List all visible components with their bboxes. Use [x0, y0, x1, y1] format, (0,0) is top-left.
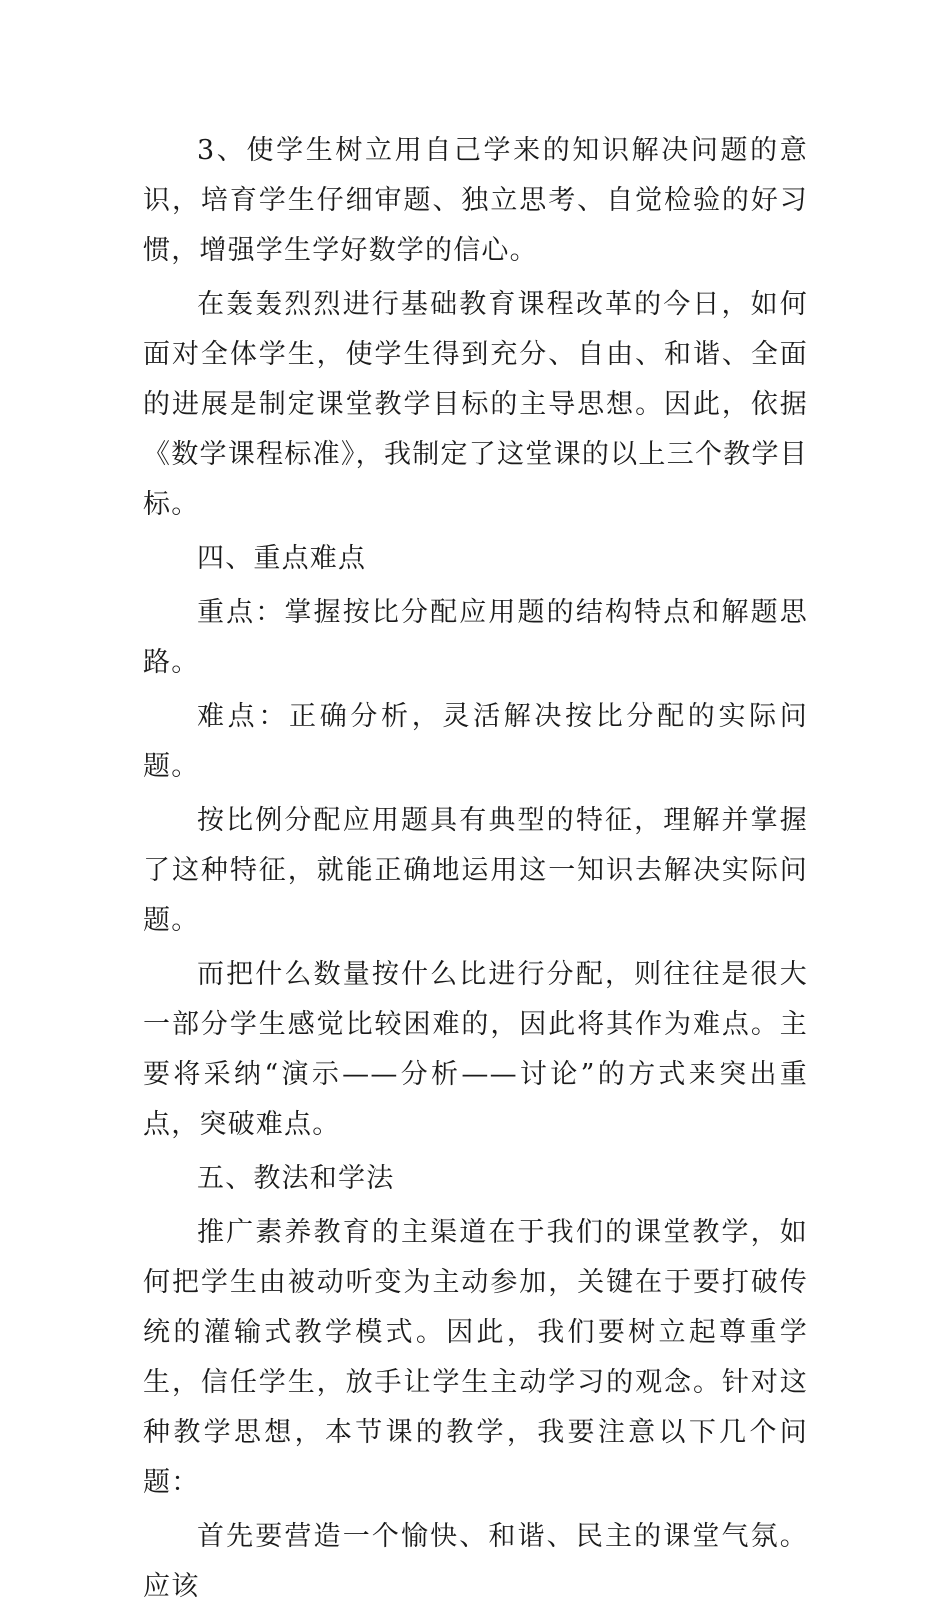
- paragraph-difficulty: 难点：正确分析，灵活解决按比分配的实际问题。: [143, 701, 808, 782]
- section-heading-methods: 五、教法和学法: [197, 1163, 395, 1194]
- paragraph-objective-3: 3、使学生树立用自己学来的知识解决问题的意识，培育学生仔细审题、独立思考、自觉检验的好习惯，增强学生学好数学的信心。: [143, 135, 808, 266]
- section-heading-key-points: 四、重点难点: [197, 543, 367, 574]
- paragraph-key-point: 重点：掌握按比分配应用题的结构特点和解题思路。: [143, 597, 808, 678]
- paragraph-difficulty-approach: 而把什么数量按什么比进行分配，则往往是很大一部分学生感觉比较困难的，因此将其作为难点。主要将采纳“演示——分析——讨论”的方式来突出重点，突破难点。: [143, 959, 808, 1140]
- paragraph-objective-rationale: 在轰轰烈烈进行基础教育课程改革的今日，如何面对全体学生，使学生得到充分、自由、和谐、全面的进展是制定课堂教学目标的主导思想。因此，依据《数学课程标准》，我制定了这堂课的以上三个教学目标。: [143, 289, 808, 520]
- paragraph-first-point: 首先要营造一个愉快、和谐、民主的课堂气氛。应该: [143, 1521, 808, 1602]
- document-body: [143, 126, 808, 1616]
- paragraph-teaching-philosophy: 推广素养教育的主渠道在于我们的课堂教学，如何把学生由被动听变为主动参加，关键在于要打破传统的灌输式教学模式。因此，我们要树立起尊重学生，信任学生，放手让学生主动学习的观念。针对这种教学思想，本节课的教学，我要注意以下几个问题：: [143, 1217, 808, 1498]
- paragraph-feature-explanation: 按比例分配应用题具有典型的特征，理解并掌握了这种特征，就能正确地运用这一知识去解决实际问题。: [143, 805, 808, 936]
